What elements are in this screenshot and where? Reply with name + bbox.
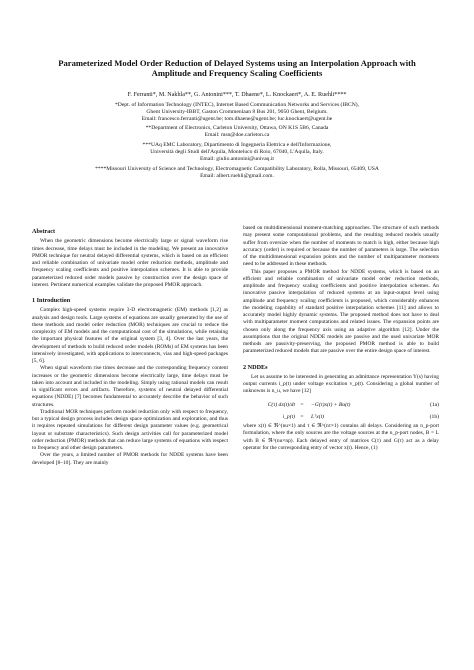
equation-1b-rhs: Lᵀx(t) xyxy=(311,413,325,420)
affiliation-missouri: ****Missouri University of Science and Technology, Electromagnetic Compatibility Laboratory, Rolla, Missouri, 65409, USA Email: albert.ruehli@gmail.com. xyxy=(95,166,379,180)
intro-paragraph-2: When signal waveform rise times decrease and the corresponding frequency content increases or the geometric dimensions become electrically large, time delays must be taken into account and included in the modeling. Simply using rational models can result in significant errors and artifacts. Therefore, systems of neutral delayed differential equations (NDDE) [7] becomes fundamental to accurately describe the behavior of such structures. xyxy=(32,365,228,408)
affiliation-carleton: **Department of Electronics, Carleton University, Ottawa, ON K1S 5B6, Canada Email: msn@doe.carleton.ca xyxy=(145,125,329,139)
ndde-heading: 2 NDDEs xyxy=(243,363,268,371)
introduction-heading: 1 Introduction xyxy=(32,297,71,304)
equation-1a-number: (1a) xyxy=(429,401,439,408)
author-list: F. Ferranti*, M. Nakhla**, G. Antonini***, T. Dhaene*, L. Knockaert*, A. E. Ruehli**** xyxy=(127,92,347,98)
right-paragraph-1: based on multidimensional moment-matching approaches. The structure of such methods may present some computational problems, and the resulting reduced models usually suffer from oversize when the number of moments to match is high, either because high accuracy (order) is required or because the number of parameters is large. The selection of the multidimensional expansion points and the number of multiparameter moments need to be addressed in these methods. xyxy=(243,225,439,268)
equation-1b-number: (1b) xyxy=(429,413,439,420)
abstract-heading: Abstract xyxy=(32,228,56,235)
intro-paragraph-3: Traditional MOR techniques perform model reduction only with respect to frequency, but a typical design process includes design space optimization and exploration, and thus it requires repeated simulations for different design parameter values (e.g. geometrical layout or substrate characteristics). Such design activities call for parameterized model order reduction (PMOR) methods that can reduce large systems of equations with respect to frequency and other design parameters. xyxy=(32,408,228,451)
equation-block xyxy=(243,402,439,422)
equation-1a-rhs: −G(τ)x(t) + Bu(t) xyxy=(311,401,351,408)
ndde-paragraph-1: Let us assume to be interested in generating an admittance representation Y(s) having output currents i_p(t) under voltage excitation v_p(t). Considering a global number of unknowns is n_u, we have [12] xyxy=(243,373,439,395)
affiliation-ghent: *Dept. of Information Technology (INTEC), Internet Based Communication Networks and Services (IBCN), Ghent University-IBBT, Gaston Crommenlaan 8 Bus 201, 9050 Ghent, Belgium. Email: francesco.ferranti@ugent.be; tom.dhaene@ugent.be; luc.knockaert@ugent.be xyxy=(114,102,360,123)
title-line-2: Amplitude and Frequency Scaling Coefficients xyxy=(151,68,323,79)
intro-paragraph-4: Over the years, a limited number of PMOR methods for NDDE systems have been developed [8–10]. They are mainly xyxy=(32,452,228,466)
intro-paragraph-1: Complex high-speed systems require 3-D electromagnetic (EM) methods [1,2] as analysis and design tools. Large systems of equations are usually generated by the use of these methods and model order reduction (MOR) techniques are crucial to reduce the complexity of EM models and the computational cost of the simulations, while retaining the important physical features of the original system [3, 4]. Over the last years, the development of methods to build reduced order models (ROMs) of EM systems has been intensively investigated, with applications to interconnects, vias and high-speed packages [5, 6]. xyxy=(32,307,228,364)
abstract-text: When the geometric dimensions become electrically large or signal waveform rise times decrease, time delays must be included in the modeling. We present an innovative PMOR technique for neutral delayed differential systems, which is based on an efficient and reliable combination of univariate model order reduction methods, amplitude and frequency scaling coefficients and positive interpolation schemes. It is able to provide parameterized reduced order models passive by construction over the design space of interest. Pertinent numerical examples validate the proposed PMOR approach. xyxy=(32,238,228,288)
equation-1b-lhs: i_p(t) xyxy=(282,413,295,420)
equation-1a-op: = xyxy=(300,401,304,408)
right-paragraph-2: This paper proposes a PMOR method for NDDE systems, which is based on an efficient and reliable combination of univariate model order reduction methods, amplitude and frequency scaling coefficients and positive interpolation schemes. An innovative passive interpolation of reduced systems at an input-output level using amplitude and frequency scaling coefficients is proposed, which considerably enhances the modeling capability of standard positive interpolation schemes [11] and allows to accurately model highly dynamic systems. The proposed method does not have to deal with multiparameter moment computations and related issues. The expansion points are chosen only along the frequency axis using an adaptive algorithm [12]. Under the assumptions that the original NDDE models are passive and the used univariate MOR methods are passivity-preserving, the proposed PMOR method is able to build parameterized reduced models that are passive over the entire design space of interest. xyxy=(243,268,439,355)
affiliation-aquila: ***UAq EMC Laboratory, Dipartimento di Ingegneria Elettrica e dell'Informazione, Università degli Studi dell'Aquila, Monteluco di Roio, 67040, L'Aquila, Italy. Email: giulio.antonini@univaq.it xyxy=(142,142,332,163)
left-column xyxy=(32,228,228,467)
ndde-paragraph-2: where x(t) ∈ ℜ^(nu×1) and τ ∈ ℜ^(nτ×1) contains all delays. Considering an n_p-port formulation, where the only sources are the voltage sources at the n_p-port nodes, B = L with B ∈ ℜ^(nu×np). Each delayed entry of matrices C(τ) and G(τ) act as a delay operator for the corresponding entry of vector x(t). Hence, (1) xyxy=(243,423,439,451)
title-line-1: Parameterized Model Order Reduction of Delayed Systems using an Interpolation Approach with xyxy=(58,58,416,68)
right-column xyxy=(243,225,439,452)
paper-title xyxy=(20,58,454,79)
equation-1b-op: = xyxy=(300,413,304,420)
equation-1a-lhs: C(τ) dx(t)/dt xyxy=(267,401,295,408)
